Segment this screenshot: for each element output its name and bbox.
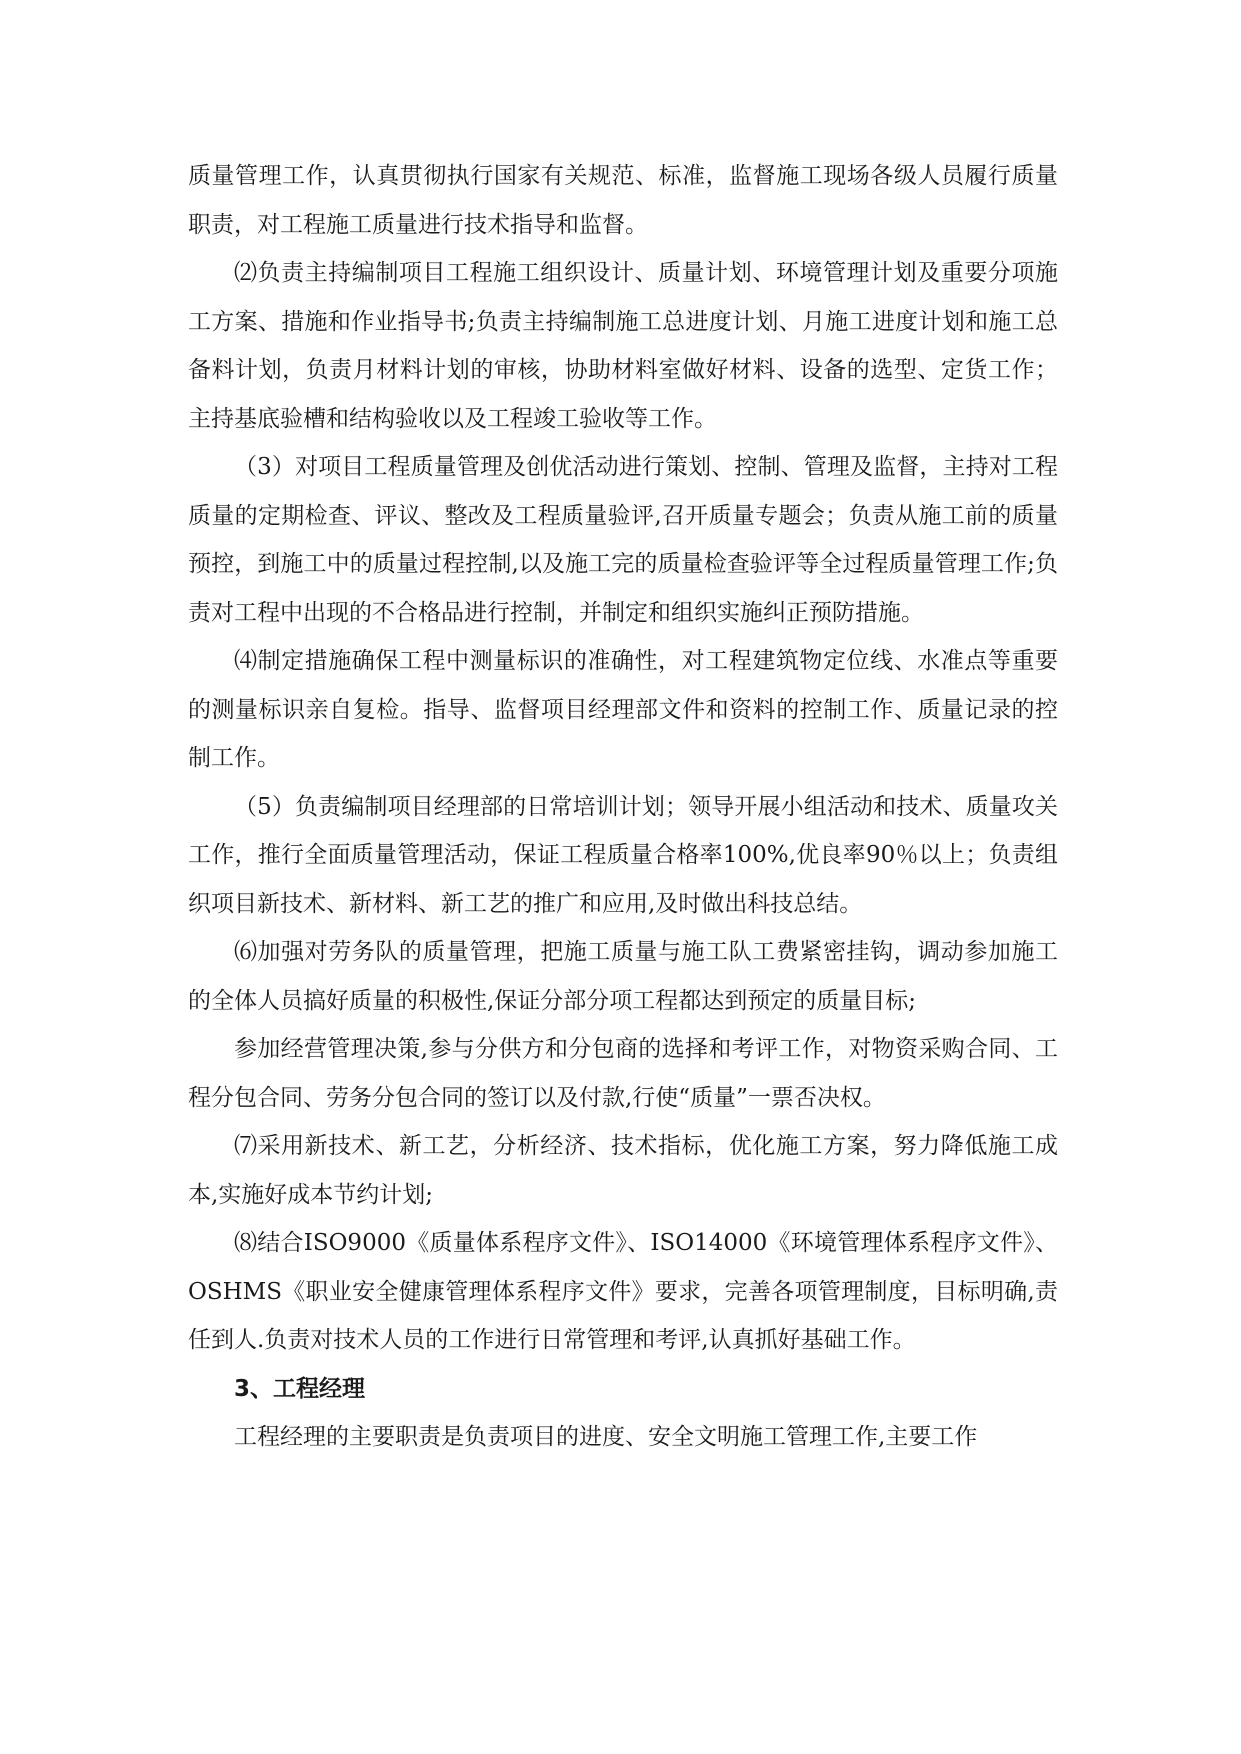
section-heading: 3、工程经理 bbox=[234, 1375, 366, 1402]
paragraph-item-3: （3）对项目工程质量管理及创优活动进行策划、控制、管理及监督，主持对工程质量的定期检查、评议、整改及工程质量验评,召开质量专题会；负责从施工前的质量预控，到施工中的质量过程控制,以及施工完的质量检查验评等全过程质量管理工作;负责对工程中出现的不合格品进行控制，并制定和组织实施纠正预防措施。 bbox=[188, 454, 1058, 626]
paragraph-item-6-continued: 参加经营管理决策,参与分供方和分包商的选择和考评工作，对物资采购合同、工程分包合同、劳务分包合同的签订以及付款,行使“质量”一票否决权。 bbox=[188, 1036, 1058, 1111]
paragraph-item-5: （5）负责编制项目经理部的日常培训计划；领导开展小组活动和技术、质量攻关工作，推行全面质量管理活动，保证工程质量合格率100%,优良率90％以上；负责组织项目新技术、新材料、新工艺的推广和应用,及时做出科技总结。 bbox=[188, 793, 1058, 917]
paragraph-item-7: ⑺采用新技术、新工艺，分析经济、技术指标，优化施工方案，努力降低施工成本,实施好成本节约计划; bbox=[188, 1133, 1058, 1208]
paragraph-item-8: ⑻结合ISO9000《质量体系程序文件》、ISO14000《环境管理体系程序文件》、OSHMS《职业安全健康管理体系程序文件》要求，完善各项管理制度，目标明确,责任到人.负责对技术人员的工作进行日常管理和考评,认真抓好基础工作。 bbox=[188, 1230, 1058, 1353]
paragraph-item-6: ⑹加强对劳务队的质量管理，把施工质量与施工队工费紧密挂钩，调动参加施工的全体人员搞好质量的积极性,保证分部分项工程都达到预定的质量目标; bbox=[188, 939, 1058, 1014]
paragraph-section-intro: 工程经理的主要职责是负责项目的进度、安全文明施工管理工作,主要工作 bbox=[234, 1424, 978, 1450]
document-body bbox=[188, 152, 1058, 1462]
paragraph-item-4: ⑷制定措施确保工程中测量标识的准确性，对工程建筑物定位线、水准点等重要的测量标识亲自复检。指导、监督项目经理部文件和资料的控制工作、质量记录的控制工作。 bbox=[188, 648, 1058, 771]
paragraph-continuation: 质量管理工作，认真贯彻执行国家有关规范、标准，监督施工现场各级人员履行质量职责，对工程施工质量进行技术指导和监督。 bbox=[188, 163, 1058, 238]
paragraph-item-2: ⑵负责主持编制项目工程施工组织设计、质量计划、环境管理计划及重要分项施工方案、措施和作业指导书;负责主持编制施工总进度计划、月施工进度计划和施工总备料计划，负责月材料计划的审核，协助材料室做好材料、设备的选型、定货工作；主持基底验槽和结构验收以及工程竣工验收等工作。 bbox=[188, 260, 1058, 432]
